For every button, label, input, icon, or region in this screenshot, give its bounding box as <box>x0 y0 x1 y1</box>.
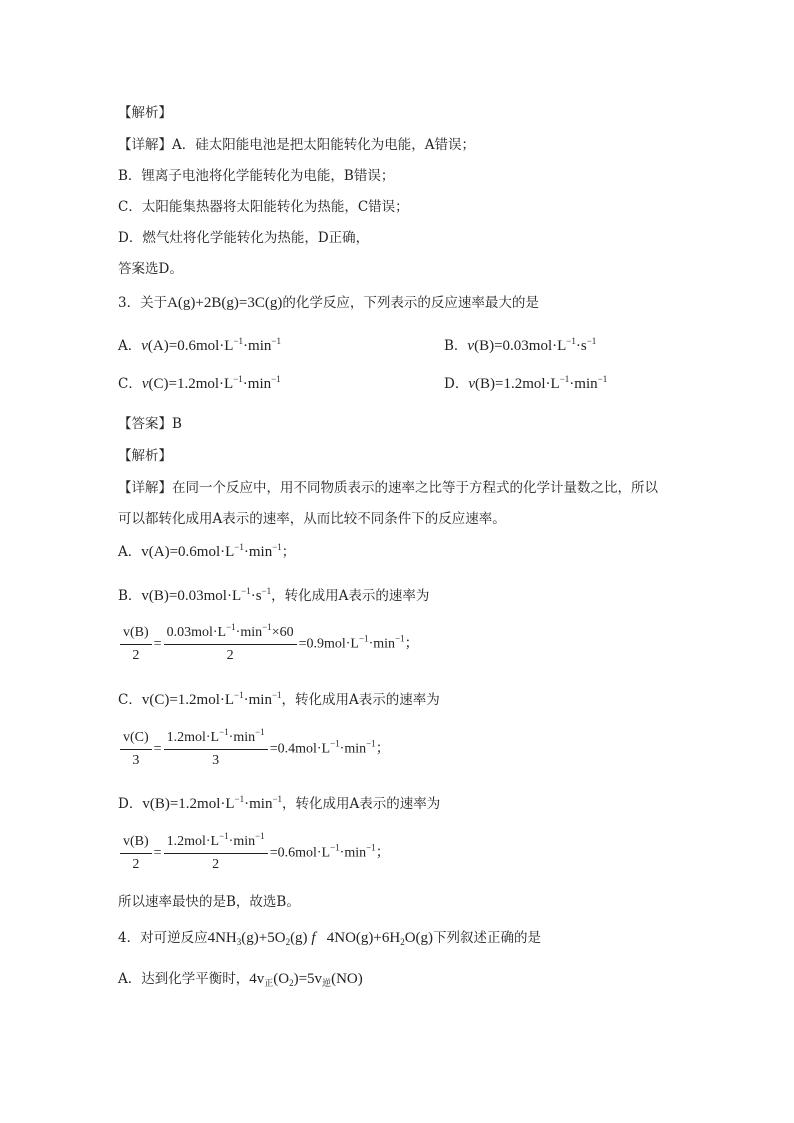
detail-text: A．硅太阳能电池是把太阳能转化为电能，A错误； <box>172 137 475 153</box>
option-a-label: A． <box>118 338 142 354</box>
calc-b-convert: ，转化成用A表示的速率为 <box>271 588 430 604</box>
q4-prefix: 4．对可逆反应 <box>118 930 208 946</box>
option-b-formula: $v(B)=0.03mol\cdot L^{-1}\cdot s^{-1}$ <box>467 336 597 354</box>
calc-a-formula: $v(A)=0.6mol\cdot L^{-1}\cdot\min^{-1}$ <box>141 542 282 560</box>
q3-prefix: 3．关于 <box>118 295 168 311</box>
option-c-label: C． <box>118 376 142 392</box>
sub-forward: 正 <box>264 978 274 988</box>
fraction-c-semicolon: ； <box>375 741 390 757</box>
q3-calc-b <box>118 587 429 605</box>
calc-a-semicolon: ； <box>281 544 296 560</box>
q3-equation: A(g)+2B(g)=3C(g) <box>167 295 283 311</box>
q4-option-a-text: A．达到化学平衡时， <box>118 971 250 987</box>
q3-option-a <box>118 337 281 355</box>
q3-fraction-b: $\frac{v(B)}{2}$ = $\frac{0.03mol\cdot L^{-1}\cdot\min^{-1}\times 60}{2}$ $=0.9mol\cdot L^{-1}\cdot\min^{-1}$； <box>118 624 419 665</box>
q3-analysis-heading: 【解析】 <box>118 448 172 464</box>
detail-line-d: D．燃气灶将化学能转化为热能，D正确， <box>118 230 370 246</box>
q4-option-a <box>118 970 363 988</box>
q3-calc-c <box>118 691 440 709</box>
q3-detail-1 <box>118 479 658 497</box>
q3-fraction-c: $\frac{v(C)}{3}$ = $\frac{1.2mol\cdot L^{-1}\cdot\min^{-1}}{3}$ $=0.4mol\cdot L^{-1}\cdot\min^{-1}$； <box>118 729 390 770</box>
option-c-formula: $v(C)=1.2mol\cdot L^{-1}\cdot\min^{-1}$ <box>141 374 281 392</box>
question-3 <box>118 294 539 312</box>
calc-b-formula: $v(B)=0.03mol\cdot L^{-1}\cdot s^{-1}$ <box>141 586 272 604</box>
detail-tag: 【详解】 <box>118 137 172 153</box>
analysis-heading-1: 【解析】 <box>118 105 172 121</box>
q4-suffix: 下列叙述正确的是 <box>433 930 542 946</box>
sub-reverse: 逆 <box>322 978 332 988</box>
calc-c-formula: $v(C)=1.2mol\cdot L^{-1}\cdot\min^{-1}$ <box>141 690 282 708</box>
q3-calc-a <box>118 543 295 561</box>
answer-line-1: 答案选D。 <box>118 261 183 277</box>
option-d-formula: $v(B)=1.2mol\cdot L^{-1}\cdot\min^{-1}$ <box>468 374 608 392</box>
q3-option-c <box>118 375 281 393</box>
option-b-label: B． <box>444 338 468 354</box>
calc-c-convert: ，转化成用A表示的速率为 <box>281 692 440 708</box>
q3-detail-2: 可以都转化成用A表示的速率，从而比较不同条件下的反应速率。 <box>118 511 506 527</box>
q4-option-a-formula: $4v_正(O_2)=5v_逆(NO)$ <box>249 971 363 988</box>
calc-a-label: A． <box>118 544 142 560</box>
q3-answer: 【答案】B <box>118 416 182 432</box>
fraction-d-semicolon: ； <box>375 845 390 861</box>
q3-suffix: 的化学反应，下列表示的反应速率最大的是 <box>282 295 539 311</box>
detail-line-a <box>118 136 475 154</box>
question-4 <box>118 929 541 947</box>
q3-calc-d <box>118 795 440 813</box>
calc-d-formula: $v(B)=1.2mol\cdot L^{-1}\cdot\min^{-1}$ <box>142 794 283 812</box>
q4-equation: $4NH_3(g)+5O_2(g)$ f $4NO(g)+6H_2O(g)$ <box>207 930 434 947</box>
detail-line-c: C．太阳能集热器将太阳能转化为热能，C错误； <box>118 199 409 215</box>
calc-b-label: B． <box>118 588 142 604</box>
q3-detail-tag: 【详解】 <box>118 480 172 496</box>
calc-c-label: C． <box>118 692 142 708</box>
q3-detail-text-1: 在同一个反应中，用不同物质表示的速率之比等于方程式的化学计量数之比，所以 <box>172 480 658 496</box>
q3-option-b <box>444 337 596 355</box>
q3-fraction-d: $\frac{v(B)}{2}$ = $\frac{1.2mol\cdot L^{-1}\cdot\min^{-1}}{2}$ $=0.6mol\cdot L^{-1}\cdot\min^{-1}$； <box>118 833 390 874</box>
detail-line-b: B．锂离子电池将化学能转化为电能，B错误； <box>118 168 395 184</box>
q3-option-d <box>444 375 607 393</box>
fraction-b-semicolon: ； <box>404 636 419 652</box>
q3-conclusion: 所以速率最快的是B，故选B。 <box>118 894 300 910</box>
option-a-formula: $v(A)=0.6mol\cdot L^{-1}\cdot\min^{-1}$ <box>141 336 281 354</box>
option-d-label: D． <box>444 376 469 392</box>
calc-d-label: D． <box>118 796 143 812</box>
calc-d-convert: ，转化成用A表示的速率为 <box>282 796 441 812</box>
